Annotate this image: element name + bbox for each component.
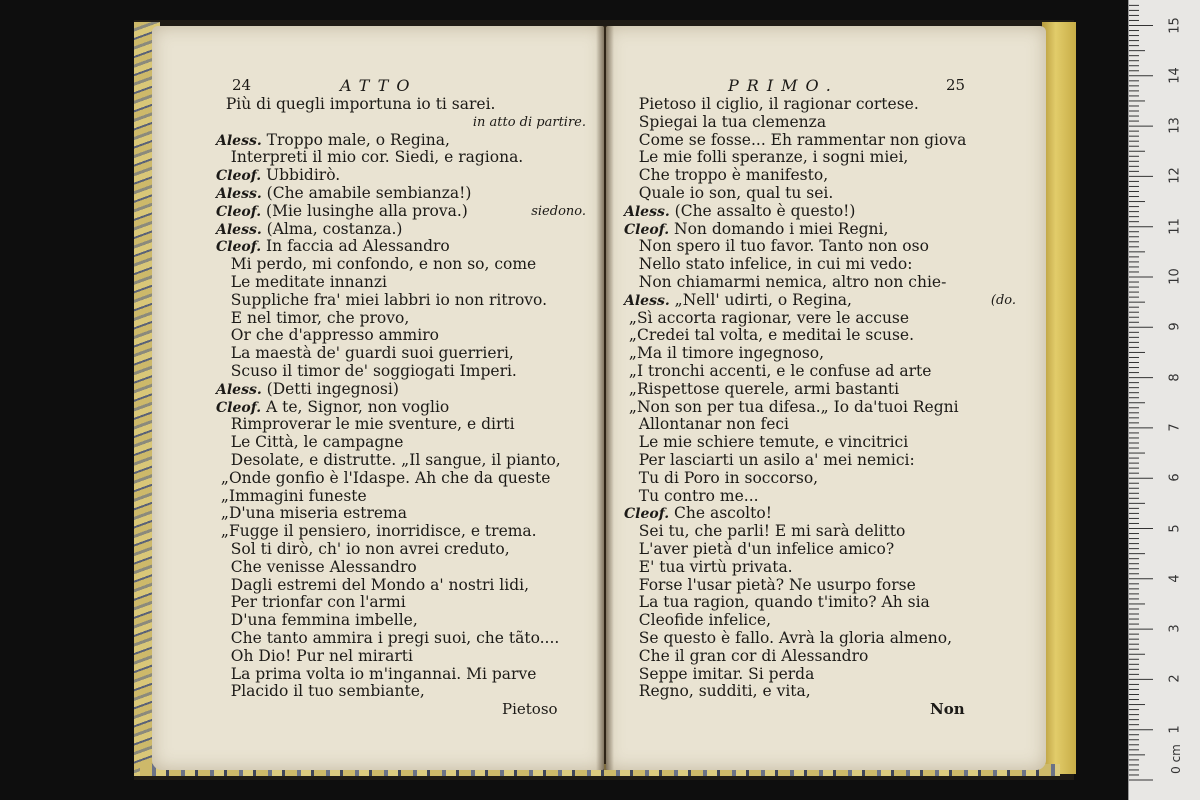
ruler-number: 9 [1167,322,1183,331]
text-line [216,683,588,701]
text-line [216,256,588,274]
text-line [624,612,1024,630]
verse-text: Che venisse Alessandro [216,557,417,576]
verse-text: (Mie lusinghe alla prova.) [261,201,468,220]
text-line [624,630,1024,648]
verse-text: Se questo è fallo. Avrà la gloria almeno, [624,628,953,647]
text-line [216,523,588,541]
verse-text: „Sì accorta ragionar, vere le accuse [624,308,910,327]
verse-text: Dagli estremi del Mondo a' nostri lidi, [216,575,530,594]
stage-direction: (do. [990,292,1016,308]
verse-text: Seppe imitar. Si perda [624,664,815,683]
verse-text: Oh Dio! Pur nel mirarti [216,646,413,665]
verse-text: Allontanar non feci [624,415,790,434]
text-line [216,221,588,239]
verse-text: E' tua virtù privata. [624,557,793,576]
ruler-number: 15 [1167,16,1183,34]
speaker-label: Aless. [216,221,262,238]
text-line [624,523,1024,541]
text-line [216,114,588,132]
ruler-number: 2 [1167,674,1183,684]
verse-text: Rimproverar le mie sventure, e dirti [216,415,515,434]
right-catchword: Non [930,700,965,718]
text-line [624,96,1024,114]
speaker-label: Cleof. [216,399,262,416]
verse-text: Interpreti il mio cor. Siedi, e ragiona. [216,148,524,167]
text-line [624,488,1024,506]
verse-text: Troppo male, o Regina, [261,130,450,149]
verse-text: „I tronchi accenti, e le confuse ad arte [624,361,932,380]
text-line [624,434,1024,452]
verse-text: Placido il tuo sembiante, [216,682,425,701]
text-line [624,505,1024,523]
text-line [216,363,588,381]
verse-text: La prima volta io m'ingannai. Mi parve [216,664,537,683]
right-running-head: PRIMO. [728,76,839,95]
text-line [624,363,1024,381]
text-line [216,488,588,506]
text-line [624,683,1024,701]
verse-text: „Nell' udirti, o Regina, [669,290,852,309]
verse-text: D'una femmina imbelle, [216,611,418,630]
ruler-number: 11 [1167,217,1183,235]
text-line [624,381,1024,399]
speaker-label: Aless. [624,292,670,309]
text-line [216,310,588,328]
ruler-number: 1 [1167,725,1183,734]
ruler-number: 14 [1167,67,1183,84]
left-page-number: 24 [232,76,252,94]
text-line [216,541,588,559]
text-line [624,185,1024,203]
text-line [624,452,1024,470]
verse-text: Tu contro me... [624,486,759,505]
text-line [216,666,588,684]
speaker-label: Cleof. [216,203,262,220]
stage-direction: in atto di partire. [472,114,586,130]
text-line [216,96,588,114]
verse-text: Sol ti dirò, ch' io non avrei creduto, [216,539,510,558]
verse-text: A te, Signor, non voglio [261,397,450,416]
text-line [624,327,1024,345]
speaker-label: Aless. [216,132,262,149]
text-line [216,452,588,470]
verse-text: E nel timor, che provo, [216,308,410,327]
ruler-number: 3 [1167,624,1183,633]
text-line [216,292,588,310]
verse-text: Non domando i miei Regni, [669,219,889,238]
verse-text: Le mie folli speranze, i sogni miei, [624,148,909,167]
verse-text: Le Città, le campagne [216,433,404,452]
verse-text: (Alma, costanza.) [261,219,403,238]
ruler-number: 13 [1167,117,1183,134]
text-line [216,274,588,292]
text-line [624,132,1024,150]
speaker-label: Aless. [624,203,670,220]
text-line [216,577,588,595]
verse-text: Che troppo è manifesto, [624,166,829,185]
ruler-number: 4 [1167,574,1183,583]
text-line [216,594,588,612]
text-line [216,648,588,666]
ruler-number: 7 [1167,423,1183,432]
speaker-label: Cleof. [216,168,262,185]
verse-text: „Onde gonfio è l'Idaspe. Ah che da queste [216,468,551,487]
left-page-text [216,96,588,701]
text-line [216,505,588,523]
book-gutter [596,26,614,770]
verse-text: „Rispettose querele, armi bastanti [624,379,900,398]
text-line [624,541,1024,559]
verse-text: „D'una miseria estrema [216,504,407,523]
verse-text: „Immagini funeste [216,486,367,505]
ruler-number: 5 [1167,523,1183,533]
verse-text: Tu di Poro in soccorso, [624,468,819,487]
ruler-number: 10 [1167,268,1183,285]
left-catchword: Pietoso [502,700,558,718]
text-line [624,149,1024,167]
text-line [624,203,1024,221]
text-line [624,114,1024,132]
verse-text: Or che d'appresso ammiro [216,326,439,345]
verse-text: (Detti ingegnosi) [261,379,399,398]
text-line [216,132,588,150]
text-line [216,612,588,630]
text-line [624,310,1024,328]
speaker-label: Aless. [216,381,262,398]
verse-text: Le meditate innanzi [216,272,387,291]
text-line [624,274,1024,292]
text-line [216,345,588,363]
verse-text: Più di quegli importuna io ti sarei. [216,95,496,113]
text-line [216,149,588,167]
right-page-text [624,96,1024,701]
verse-text: Forse l'usar pietà? Ne usurpo forse [624,575,916,594]
verse-text: (Che assalto è questo!) [669,201,856,220]
verse-text: Che ascolto! [669,504,772,523]
text-line [624,594,1024,612]
text-line [216,238,588,256]
verse-text: La tua ragion, quando t'imito? Ah sia [624,593,930,612]
verse-text: Cleofide infelice, [624,611,772,630]
speaker-label: Aless. [216,185,262,202]
text-line [216,559,588,577]
text-line [216,434,588,452]
text-line [216,381,588,399]
text-line [216,167,588,185]
verse-text: Non chiamarmi nemica, altro non chie- [624,272,947,291]
verse-text: In faccia ad Alessandro [261,237,450,256]
stage-direction: siedono. [531,203,586,219]
ruler-number: 6 [1167,473,1183,482]
verse-text: Per trionfar con l'armi [216,593,406,612]
text-line [624,292,1024,310]
text-line [216,399,588,417]
verse-text: Le mie schiere temute, e vincitrici [624,433,909,452]
text-line [624,256,1024,274]
verse-text: Regno, sudditi, e vita, [624,682,811,701]
text-line [216,203,588,221]
verse-text: „Ma il timore ingegnoso, [624,344,825,363]
verse-text: Non spero il tuo favor. Tanto non oso [624,237,929,256]
ruler-ticks [1129,0,1200,800]
text-line [216,185,588,203]
speaker-label: Cleof. [624,506,670,523]
text-line [216,327,588,345]
text-line [624,470,1024,488]
verse-text: Come se fosse... Eh rammentar non giova [624,130,967,149]
verse-text: „Fugge il pensiero, inorridisce, e trema. [216,522,537,541]
verse-text: Spiegai la tua clemenza [624,112,827,131]
text-line [624,238,1024,256]
ruler-unit-label: 0 cm [1168,744,1183,774]
text-line [624,167,1024,185]
text-line [216,470,588,488]
verse-text: „Non son per tua difesa.„ Io da'tuoi Regni [624,397,959,416]
text-line [624,399,1024,417]
verse-text: „Credei tal volta, e meditai le scuse. [624,326,915,345]
verse-text: Che tanto ammira i pregi suoi, che tãto.... [216,628,560,647]
verse-text: Quale io son, qual tu sei. [624,183,834,202]
text-line [624,559,1024,577]
verse-text: Desolate, e distrutte. „Il sangue, il pianto, [216,450,561,469]
verse-text: Nello stato infelice, in cui mi vedo: [624,255,913,274]
text-line [624,577,1024,595]
text-line [216,416,588,434]
verse-text: L'aver pietà d'un infelice amico? [624,539,895,558]
verse-text: Che il gran cor di Alessandro [624,646,869,665]
verse-text: Per lasciarti un asilo a' mei nemici: [624,450,915,469]
ruler-number: 8 [1167,372,1183,382]
text-line [624,416,1024,434]
text-line [624,666,1024,684]
verse-text: Mi perdo, mi confondo, e non so, come [216,255,537,274]
measurement-ruler [1128,0,1200,800]
ruler-number: 12 [1167,167,1183,185]
verse-text: La maestà de' guardi suoi guerrieri, [216,344,514,363]
text-line [624,345,1024,363]
left-running-head: ATTO [340,76,418,95]
verse-text: Sei tu, che parli! E mi sarà delitto [624,522,906,541]
text-line [624,648,1024,666]
speaker-label: Cleof. [624,221,670,238]
text-line [624,221,1024,239]
verse-text: Suppliche fra' miei labbri io non ritrovo. [216,290,548,309]
verse-text: (Che amabile sembianza!) [261,183,472,202]
verse-text: Ubbidirò. [261,166,341,185]
speaker-label: Cleof. [216,239,262,256]
verse-text: Scuso il timor de' soggiogati Imperi. [216,361,517,380]
right-page-number: 25 [946,76,966,94]
text-line [216,630,588,648]
book-cover-edge [1042,22,1076,774]
verse-text: Pietoso il ciglio, il ragionar cortese. [624,95,919,113]
